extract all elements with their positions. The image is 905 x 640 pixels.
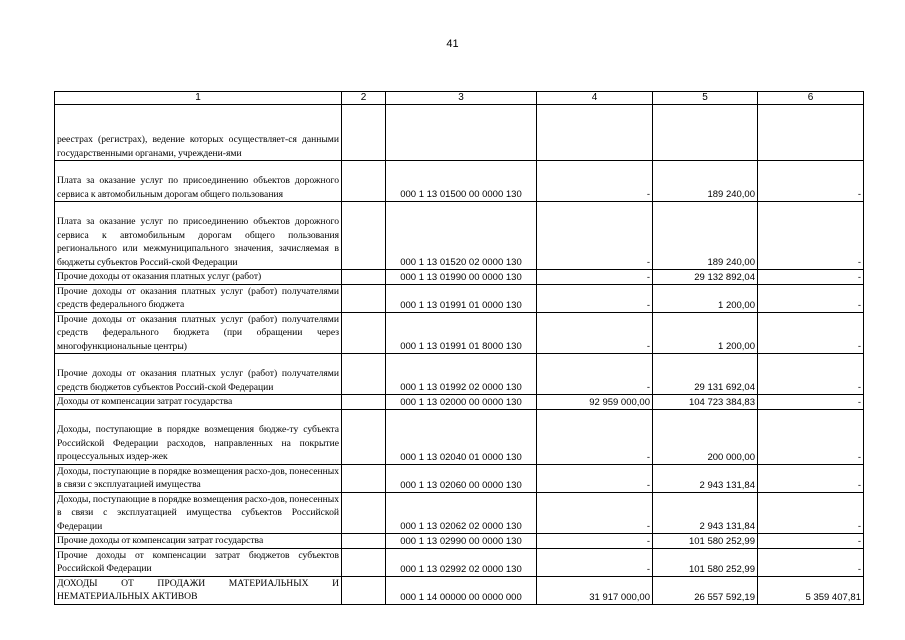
row-code: 000 1 13 01992 02 0000 130 [386, 354, 537, 395]
row-col5: 101 580 252,99 [653, 534, 758, 549]
table-row [55, 534, 864, 549]
row-col4: - [537, 312, 653, 354]
row-col2 [342, 492, 386, 534]
row-code: 000 1 13 01500 00 0000 130 [386, 161, 537, 202]
row-col5: 101 580 252,99 [653, 548, 758, 576]
header-col-1: 1 [55, 92, 342, 105]
row-name: Доходы от компенсации затрат государства [55, 395, 342, 410]
table-row [55, 312, 864, 354]
table-row [55, 354, 864, 395]
row-name: Доходы, поступающие в порядке возмещения расхо-дов, понесенных в связи с эксплуатацией имущества субъектов Российской Федерации [55, 492, 342, 534]
row-name: Прочие доходы от оказания платных услуг (работ) получателями средств федерального бюджета (при обращении через многофункциональные центры) [55, 312, 342, 354]
header-col-3: 3 [386, 92, 537, 105]
row-col2 [342, 354, 386, 395]
header-col-2: 2 [342, 92, 386, 105]
row-col2 [342, 395, 386, 410]
row-code: 000 1 14 00000 00 0000 000 [386, 576, 537, 604]
row-col5: 2 943 131,84 [653, 492, 758, 534]
row-code: 000 1 13 01520 02 0000 130 [386, 202, 537, 270]
row-name: Прочие доходы от компенсации затрат государства [55, 534, 342, 549]
row-col6: - [758, 161, 864, 202]
row-col5: 2 943 131,84 [653, 464, 758, 492]
row-col2 [342, 534, 386, 549]
row-code: 000 1 13 02040 01 0000 130 [386, 409, 537, 464]
row-col2 [342, 548, 386, 576]
header-col-6: 6 [758, 92, 864, 105]
row-col6: - [758, 492, 864, 534]
row-name: Доходы, поступающие в порядке возмещения расхо-дов, понесенных в связи с эксплуатацией имущества [55, 464, 342, 492]
row-col4: - [537, 409, 653, 464]
table-row [55, 548, 864, 576]
row-col4: - [537, 284, 653, 312]
row-col4: - [537, 492, 653, 534]
row-name: Прочие доходы от оказания платных услуг (работ) получателями средств бюджетов субъектов Россий-ской Федерации [55, 354, 342, 395]
row-code: 000 1 13 02060 00 0000 130 [386, 464, 537, 492]
row-col6: - [758, 548, 864, 576]
table-row [55, 161, 864, 202]
row-col2 [342, 409, 386, 464]
row-col5: 29 132 892,04 [653, 270, 758, 285]
row-col2 [342, 284, 386, 312]
row-code: 000 1 13 01990 00 0000 130 [386, 270, 537, 285]
row-code [386, 105, 537, 161]
row-col6: - [758, 312, 864, 354]
row-code: 000 1 13 01991 01 8000 130 [386, 312, 537, 354]
row-col6: - [758, 202, 864, 270]
row-col2 [342, 105, 386, 161]
row-code: 000 1 13 02000 00 0000 130 [386, 395, 537, 410]
row-col6: - [758, 395, 864, 410]
row-code: 000 1 13 02062 02 0000 130 [386, 492, 537, 534]
table-row [55, 270, 864, 285]
row-name: Плата за оказание услуг по присоединению объектов дорожного сервиса к автомобильным дорогам общего пользования [55, 161, 342, 202]
row-col6: - [758, 270, 864, 285]
row-col2 [342, 464, 386, 492]
table-row [55, 464, 864, 492]
header-col-4: 4 [537, 92, 653, 105]
row-col4: - [537, 161, 653, 202]
row-col5: 104 723 384,83 [653, 395, 758, 410]
row-name: Плата за оказание услуг по присоединению объектов дорожного сервиса к автомобильным дорогам общего пользования регионального или межмуниципального значения, зачисляемая в бюджеты субъектов Россий-ской Федерации [55, 202, 342, 270]
row-col2 [342, 161, 386, 202]
header-row [55, 92, 864, 105]
row-col6: - [758, 284, 864, 312]
row-col5: 26 557 592,19 [653, 576, 758, 604]
row-col6: - [758, 464, 864, 492]
row-col5: 29 131 692,04 [653, 354, 758, 395]
table-row [55, 409, 864, 464]
row-name: реестрах (регистрах), ведение которых осуществляет-ся данными государственными органами, учреждени-ями [55, 105, 342, 161]
row-code: 000 1 13 02992 02 0000 130 [386, 548, 537, 576]
row-col6: - [758, 409, 864, 464]
row-col6: 5 359 407,81 [758, 576, 864, 604]
row-col2 [342, 576, 386, 604]
table-row [55, 202, 864, 270]
row-col4: - [537, 202, 653, 270]
table-row [55, 395, 864, 410]
header-col-5: 5 [653, 92, 758, 105]
row-col4: - [537, 534, 653, 549]
row-col6 [758, 105, 864, 161]
row-col4: - [537, 354, 653, 395]
table-row [55, 105, 864, 161]
row-name: ДОХОДЫ ОТ ПРОДАЖИ МАТЕРИАЛЬНЫХ И НЕМАТЕРИАЛЬНЫХ АКТИВОВ [55, 576, 342, 604]
row-code: 000 1 13 02990 00 0000 130 [386, 534, 537, 549]
row-col5: 189 240,00 [653, 202, 758, 270]
row-col2 [342, 312, 386, 354]
row-col6: - [758, 534, 864, 549]
budget-table [54, 91, 864, 605]
row-col4: - [537, 270, 653, 285]
row-col4: - [537, 464, 653, 492]
table-row [55, 576, 864, 604]
row-name: Прочие доходы от оказания платных услуг (работ) [55, 270, 342, 285]
row-col4: - [537, 548, 653, 576]
row-col4: 92 959 000,00 [537, 395, 653, 410]
row-col5: 1 200,00 [653, 312, 758, 354]
row-col4 [537, 105, 653, 161]
row-col2 [342, 270, 386, 285]
table-row [55, 284, 864, 312]
row-col4: 31 917 000,00 [537, 576, 653, 604]
page-number: 41 [446, 38, 459, 50]
row-name: Прочие доходы от компенсации затрат бюджетов субъектов Российской Федерации [55, 548, 342, 576]
row-name: Доходы, поступающие в порядке возмещения бюдже-ту субъекта Российской Федерации расходов, направленных на покрытие процессуальных издер-жек [55, 409, 342, 464]
row-col6: - [758, 354, 864, 395]
row-col5 [653, 105, 758, 161]
row-col5: 1 200,00 [653, 284, 758, 312]
row-col5: 200 000,00 [653, 409, 758, 464]
row-col2 [342, 202, 386, 270]
row-col5: 189 240,00 [653, 161, 758, 202]
row-code: 000 1 13 01991 01 0000 130 [386, 284, 537, 312]
row-name: Прочие доходы от оказания платных услуг (работ) получателями средств федерального бюджета [55, 284, 342, 312]
table-row [55, 492, 864, 534]
